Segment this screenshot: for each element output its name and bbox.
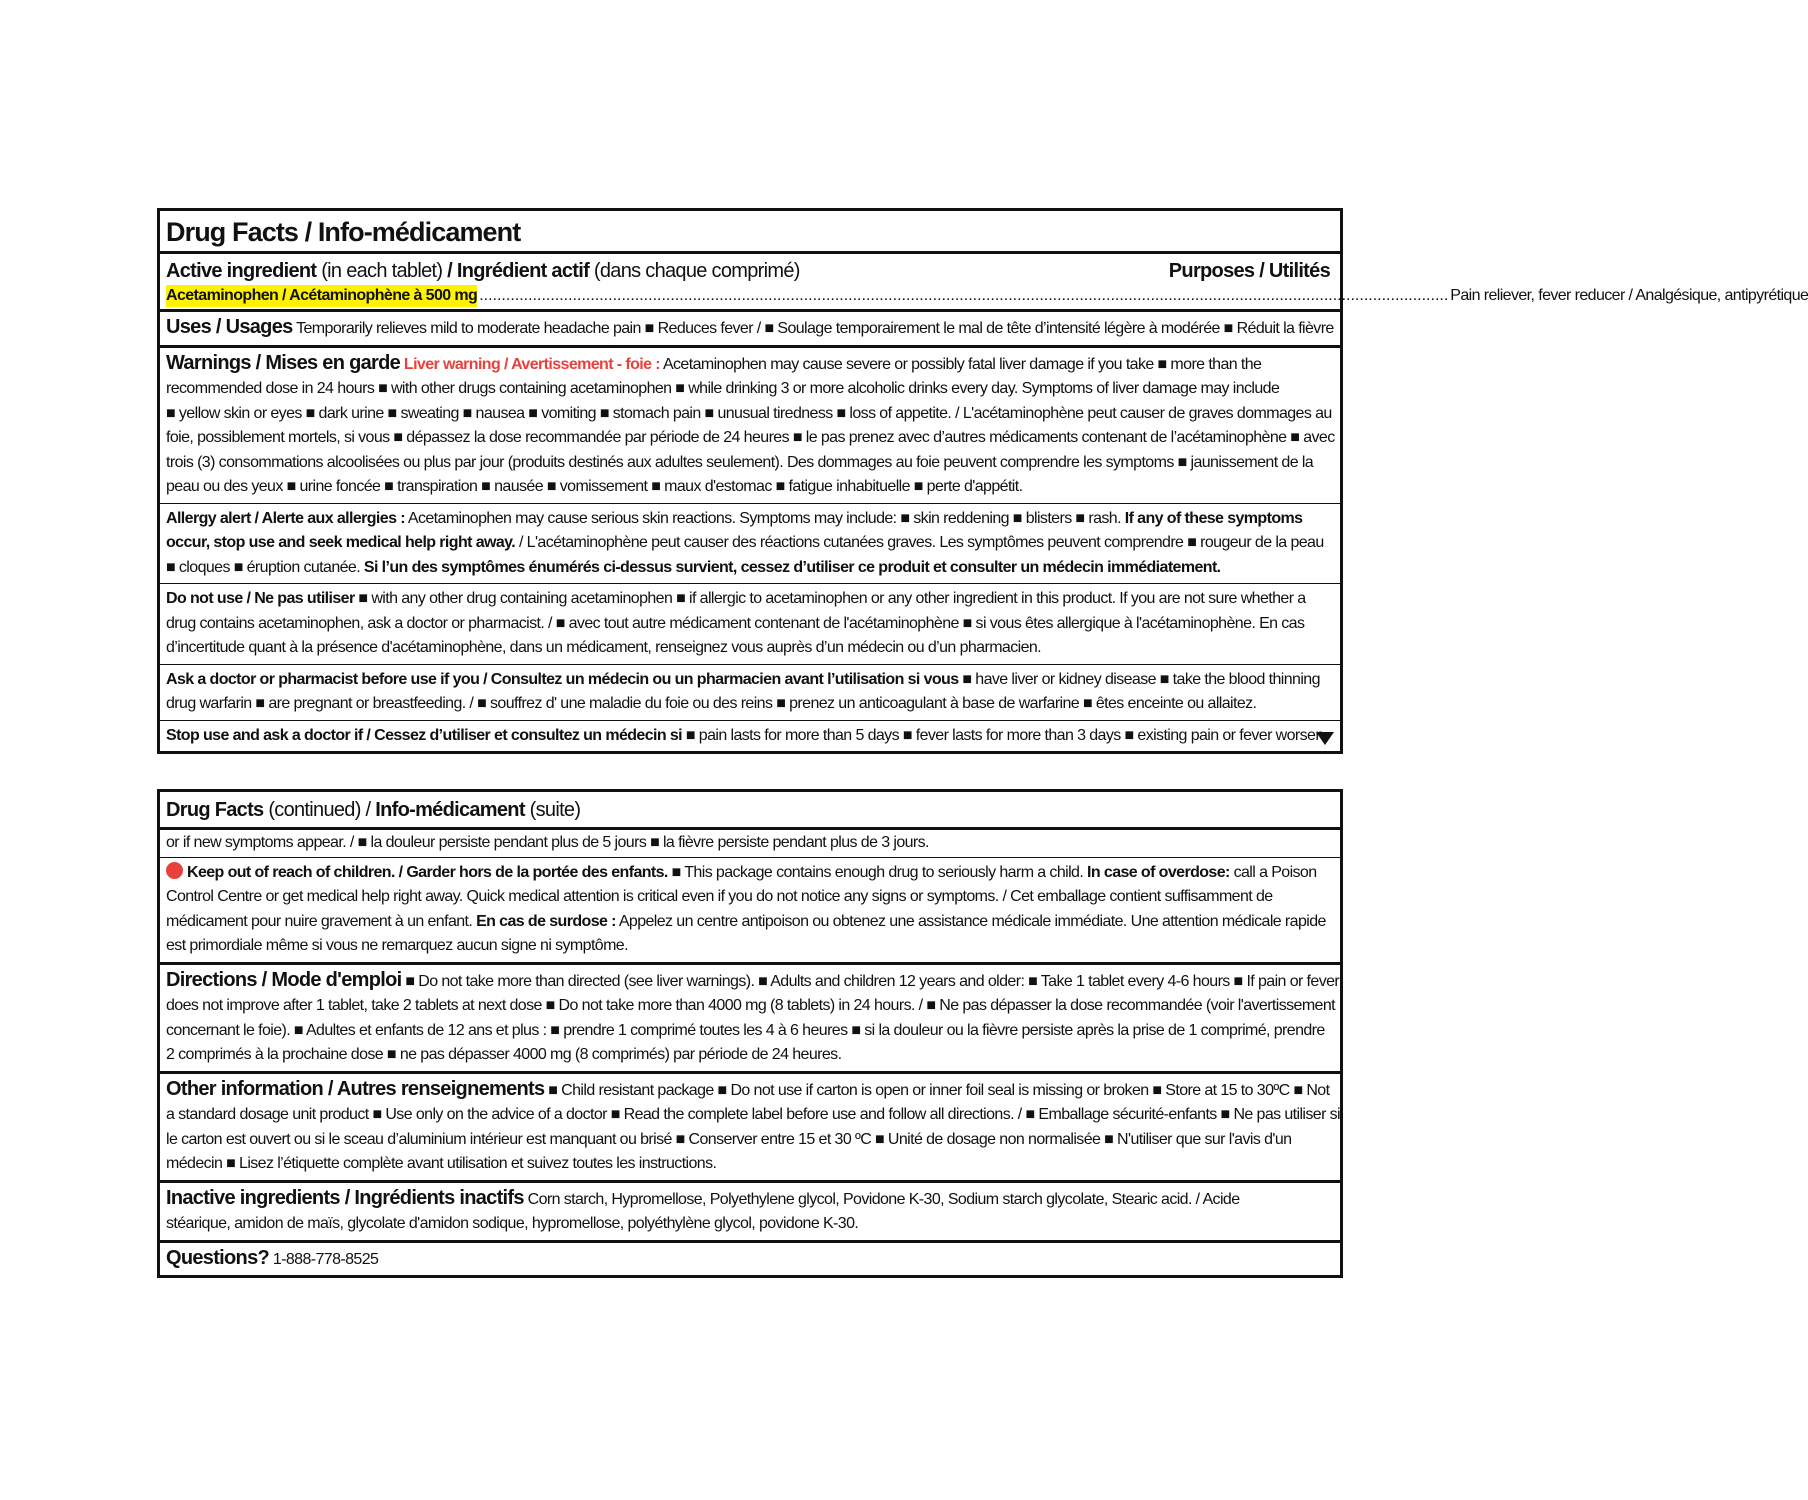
allergy-bold: Si l’un des symptômes énumérés ci-dessus survient, cessez d’utiliser ce produit et consulter un médecin immédiatement. — [363, 558, 1221, 576]
do-not-use-text: drug contains acetaminophen, ask a doctor or pharmacist. / ■ avec tout autre médicament contenant de l'acétaminophène ■ si vous êtes allergique à l'acétaminophène. En cas — [166, 614, 1305, 632]
ask-doctor-text: drug warfarin ■ are pregnant or breastfeeding. / ■ souffrez d' une maladie du foie ou des reins ■ prenez un anticoagulant à base de warfarine ■ êtes enceinte ou allaitez. — [166, 695, 1257, 712]
title-bold: Info-médicament — [375, 799, 525, 821]
keep-out-text: médicament pour nuire gravement à un enfant. — [166, 912, 477, 930]
drug-facts-continued-panel — [157, 789, 1343, 1278]
stop-use-section — [160, 720, 1340, 752]
warning-dot-icon — [166, 862, 183, 879]
inactive-ingredients-section — [160, 1180, 1340, 1240]
other-info-text: le carton est ouvert ou si le sceau d’aluminium intérieur est manquant ou brisé ■ Conserver entre 15 et 30 ºC ■ Unité de dosage non normalisée ■ N'utiliser que sur l'avis d'un — [166, 1130, 1292, 1148]
directions-text: ■ Do not take more than directed (see liver warnings). ■ Adults and children 12 years and older: ■ Take 1 tablet every 4-6 hours ■ If pain or fever — [401, 972, 1340, 990]
allergy-bold: If any of these symptoms — [1124, 509, 1303, 527]
inactive-text: stéarique, amidon de maïs, glycolate d'amidon sodique, hypromellose, polyéthylène glycol, povidone K-30. — [166, 1215, 859, 1232]
keep-out-text: Appelez un centre antipoison ou obtenez une assistance médicale immédiate. Une attention médicale rapide — [615, 912, 1326, 930]
keep-out-text: call a Poison — [1229, 863, 1317, 881]
uses-section — [160, 309, 1340, 345]
other-info-text: médecin ■ Lisez l’étiquette complète avant utilisation et suivez toutes les instructions. — [166, 1155, 717, 1172]
keep-out-text: est primordiale même si vous ne remarquez aucun signe ni symptôme. — [166, 937, 628, 954]
allergy-heading: Allergy alert / Alerte aux allergies : — [166, 509, 405, 527]
questions-section — [160, 1240, 1340, 1276]
ask-doctor-text: ■ have liver or kidney disease ■ take the blood thinning — [958, 670, 1320, 688]
title-regular: (suite) — [524, 799, 581, 821]
keep-out-bold: In case of overdose: — [1087, 863, 1230, 881]
warning-line: trois (3) consommations alcoolisées ou plus par jour (produits destinés aux adultes seulement). Des dommages au foie peuvent comprendre les symptoms ■ jaunissement de la — [166, 453, 1314, 471]
other-info-section — [160, 1071, 1340, 1180]
directions-text: 2 comprimés à la prochaine dose ■ ne pas dépasser 4000 mg (8 comprimés) par période de 24 heures. — [166, 1046, 842, 1063]
keep-out-text: ■ This package contains enough drug to seriously harm a child. — [667, 863, 1088, 881]
warnings-heading: Warnings / Mises en garde — [166, 351, 401, 374]
stop-use-heading: Stop use and ask a doctor if / Cessez d’utiliser et consultez un médecin si — [166, 726, 683, 744]
inactive-text: Corn starch, Hypromellose, Polyethylene glycol, Povidone K-30, Sodium starch glycolate, Stearic acid. / Acide — [523, 1190, 1240, 1208]
title-regular: (continued) / — [263, 799, 376, 821]
do-not-use-section — [160, 583, 1340, 664]
title-bold: Drug Facts — [166, 799, 264, 821]
questions-heading: Questions? — [166, 1246, 270, 1269]
other-info-text: a standard dosage unit product ■ Use only on the advice of a doctor ■ Read the complete label before use and follow all directions. / ■ Emballage sécurité-enfants ■ Ne pas utiliser si — [166, 1106, 1341, 1123]
active-ingredient-section — [160, 251, 1808, 309]
keep-out-heading: Keep out of reach of children. / Garder hors de la portée des enfants. — [187, 863, 668, 881]
do-not-use-heading: Do not use / Ne pas utiliser — [166, 590, 355, 607]
panel-title — [160, 792, 1340, 827]
continued-text: or if new symptoms appear. / ■ la douleur persiste pendant plus de 5 jours ■ la fièvre persiste pendant plus de 3 jours. — [166, 834, 929, 851]
active-sub-fr: (dans chaque comprimé) — [589, 260, 800, 282]
liver-warning-label: Liver warning / Avertissement - foie : — [403, 355, 660, 373]
continued-arrow-icon — [1316, 732, 1334, 745]
inactive-heading: Inactive ingredients / Ingrédients inactifs — [166, 1186, 524, 1209]
questions-phone: 1-888-778-8525 — [269, 1250, 379, 1268]
uses-text: Temporarily relieves mild to moderate headache pain ■ Reduces fever / ■ Soulage temporairement le mal de tête d’intensité légère à modérée ■ Réduit la fièvre — [296, 320, 1334, 337]
active-sub-en: (in each tablet) — [316, 260, 448, 282]
other-info-text: ■ Child resistant package ■ Do not use if carton is open or inner foil seal is missing or broken ■ Store at 15 to 30ºC ■ Not — [544, 1081, 1330, 1099]
warning-line: peau ou des yeux ■ urine foncée ■ transpiration ■ nausée ■ vomissement ■ maux d'estomac ■ fatigue inhabituelle ■ perte d'appétit. — [166, 478, 1023, 495]
directions-text: concernant le foie). ■ Adultes et enfants de 12 ans et plus : ■ prendre 1 comprimé toutes les 4 à 6 heures ■ si la douleur ou la fièvre persiste après la prise de 1 comprimé, prendre — [166, 1021, 1325, 1039]
allergy-bold: occur, stop use and seek medical help right away. — [166, 534, 516, 551]
warning-line: recommended dose in 24 hours ■ with other drugs containing acetaminophen ■ while drinking 3 or more alcoholic drinks every day. Symptoms of liver damage may include — [166, 380, 1280, 397]
uses-heading: Uses / Usages — [166, 316, 293, 338]
keep-out-bold: En cas de surdose : — [476, 912, 616, 930]
active-heading-en: Active ingredient — [166, 260, 317, 282]
drug-facts-panel — [157, 208, 1808, 754]
keep-out-text: Control Centre or get medical help right away. Quick medical attention is critical even if you do not notice any signs or symptoms. / Cet emballage contient suffisamment de — [166, 888, 1273, 905]
do-not-use-text: ■ with any other drug containing acetaminophen ■ if allergic to acetaminophen or any other ingredient in this product. If you are not sure whether a — [354, 590, 1306, 607]
warning-line: foie, possiblement mortels, si vous ■ dépassez la dose recommandée par période de 24 heures ■ le pas prenez avec d’autres médicaments contenant de l’acétaminophène ■ avec — [166, 429, 1335, 446]
active-heading-fr: / Ingrédient actif — [447, 260, 590, 282]
leader-dots: .......................................................................................................................................................................................................................... — [479, 287, 1449, 304]
stop-use-text: ■ pain lasts for more than 5 days ■ fever lasts for more than 3 days ■ existing pain or fever worsen — [682, 726, 1324, 744]
warnings-section — [160, 345, 1340, 503]
directions-heading: Directions / Mode d'emploi — [166, 968, 402, 991]
allergy-text: / L'acétaminophène peut causer des réactions cutanées graves. Les symptômes peuvent comprendre ■ rougeur de la peau — [515, 534, 1324, 551]
panel-title: Drug Facts / Info-médicament — [166, 217, 521, 247]
purposes-heading: Purposes / Utilités — [1168, 260, 1330, 282]
allergy-text: Acetaminophen may cause serious skin reactions. Symptoms may include: ■ skin reddening ■ blisters ■ rash. — [404, 509, 1125, 527]
directions-section — [160, 962, 1340, 1071]
warning-line: ■ yellow skin or eyes ■ dark urine ■ sweating ■ nausea ■ vomiting ■ stomach pain ■ unusual tiredness ■ loss of appetite. / L'acétaminophène peut causer de graves dommages au — [166, 404, 1332, 422]
ask-doctor-heading: Ask a doctor or pharmacist before use if you / Consultez un médecin ou un pharmacien avant l’utilisation si vous — [166, 670, 959, 688]
ingredient-highlight: Acetaminophen / Acétaminophène à 500 mg — [166, 285, 477, 307]
keep-out-section — [160, 857, 1340, 962]
directions-text: does not improve after 1 tablet, take 2 tablets at next dose ■ Do not take more than 4000 mg (8 tablets) in 24 hours. / ■ Ne pas dépasser la dose recommandée (voir l'avertissement — [166, 997, 1335, 1014]
do-not-use-text: d’incertitude quant à la présence d'acétaminophène, dans un médicament, renseignez vous auprès d’un médecin ou d’un pharmacien. — [166, 639, 1042, 656]
warning-line: Acetaminophen may cause severe or possibly fatal liver damage if you take ■ more than the — [660, 355, 1262, 373]
ask-doctor-section — [160, 664, 1340, 720]
allergy-text: ■ cloques ■ éruption cutanée. — [166, 558, 364, 576]
ingredient-purpose: Pain reliever, fever reducer / Analgésique, antipyrétique — [1450, 287, 1808, 304]
other-info-heading: Other information / Autres renseignements — [166, 1077, 545, 1100]
continued-section — [160, 827, 1340, 857]
allergy-section — [160, 503, 1340, 584]
